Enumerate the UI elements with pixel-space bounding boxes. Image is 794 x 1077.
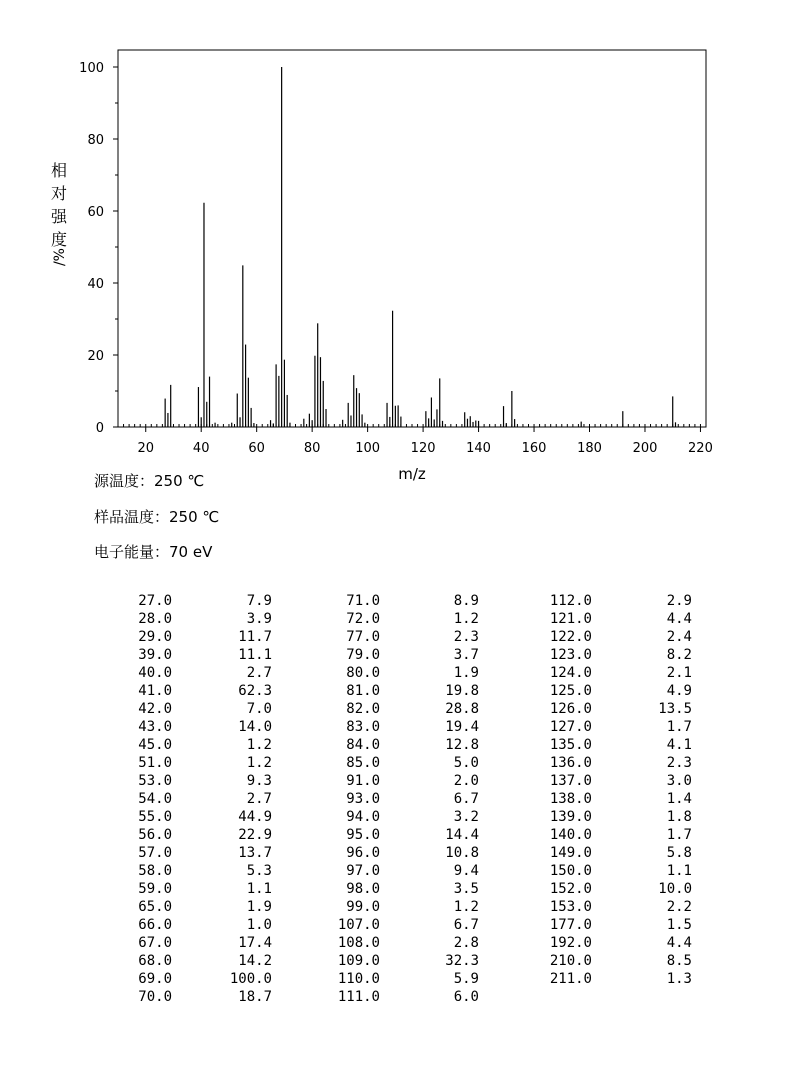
table-mz-cell: 43.0: [138, 719, 172, 735]
table-mz-cell: 137.0: [549, 773, 592, 789]
table-intensity-cell: 44.9: [238, 809, 272, 825]
table-intensity-cell: 1.5: [666, 917, 692, 933]
table-mz-cell: 112.0: [549, 593, 592, 609]
table-mz-cell: 29.0: [138, 629, 172, 645]
table-mz-cell: 72.0: [346, 611, 380, 627]
table-mz-cell: 55.0: [138, 809, 172, 825]
table-intensity-cell: 1.2: [453, 899, 479, 915]
table-mz-cell: 85.0: [346, 755, 380, 771]
table-intensity-cell: 1.3: [666, 971, 692, 987]
table-intensity-cell: 1.4: [666, 791, 692, 807]
table-mz-cell: 152.0: [549, 881, 592, 897]
y-axis-label-unit: /%: [52, 248, 68, 267]
table-intensity-cell: 1.1: [246, 881, 272, 897]
table-mz-cell: 91.0: [346, 773, 380, 789]
table-intensity-cell: 18.7: [238, 989, 272, 1005]
x-tick-label: 60: [248, 441, 265, 456]
table-intensity-cell: 13.7: [238, 845, 272, 861]
table-mz-cell: 82.0: [346, 701, 380, 717]
table-mz-cell: 93.0: [346, 791, 380, 807]
table-intensity-cell: 7.0: [246, 701, 272, 717]
table-intensity-cell: 11.7: [238, 629, 272, 645]
table-mz-cell: 69.0: [138, 971, 172, 987]
table-mz-cell: 139.0: [549, 809, 592, 825]
table-intensity-cell: 5.9: [453, 971, 479, 987]
table-intensity-cell: 2.0: [453, 773, 479, 789]
y-axis: [79, 61, 118, 436]
table-intensity-cell: 4.9: [666, 683, 692, 699]
x-tick-label: 120: [410, 441, 436, 456]
sample-temperature: 样品温度：250 ℃: [94, 508, 220, 526]
table-mz-cell: 94.0: [346, 809, 380, 825]
y-axis-label-char: 度: [50, 230, 68, 249]
table-mz-cell: 211.0: [549, 971, 592, 987]
table-mz-cell: 149.0: [549, 845, 592, 861]
table-mz-cell: 177.0: [549, 917, 592, 933]
y-axis-label: [51, 161, 68, 266]
table-intensity-cell: 1.7: [666, 719, 692, 735]
table-mz-cell: 67.0: [138, 935, 172, 951]
y-tick-label: 0: [95, 421, 104, 436]
table-mz-cell: 77.0: [346, 629, 380, 645]
table-mz-cell: 80.0: [346, 665, 380, 681]
x-tick-label: 80: [303, 441, 321, 456]
table-mz-cell: 107.0: [337, 917, 380, 933]
table-intensity-cell: 6.7: [453, 791, 479, 807]
source-temperature: 源温度：250 ℃: [94, 472, 205, 490]
table-intensity-cell: 1.8: [666, 809, 692, 825]
x-axis: [137, 427, 712, 456]
table-mz-cell: 192.0: [549, 935, 592, 951]
table-intensity-cell: 14.0: [238, 719, 272, 735]
table-intensity-cell: 4.1: [666, 737, 692, 753]
table-mz-cell: 42.0: [138, 701, 172, 717]
table-intensity-cell: 1.9: [453, 665, 479, 681]
table-intensity-cell: 2.7: [246, 791, 272, 807]
table-intensity-cell: 6.7: [453, 917, 479, 933]
table-intensity-cell: 1.0: [246, 917, 272, 933]
table-mz-cell: 28.0: [138, 611, 172, 627]
x-axis-label: m/z: [398, 465, 426, 483]
table-intensity-cell: 10.0: [658, 881, 692, 897]
x-tick-label: 220: [688, 441, 713, 456]
x-tick-label: 180: [577, 441, 602, 456]
table-mz-cell: 126.0: [549, 701, 592, 717]
table-intensity-cell: 5.8: [666, 845, 692, 861]
table-mz-cell: 71.0: [346, 593, 380, 609]
table-intensity-cell: 2.9: [666, 593, 692, 609]
table-intensity-cell: 14.2: [238, 953, 272, 969]
table-intensity-cell: 22.9: [238, 827, 272, 843]
table-mz-cell: 109.0: [337, 953, 380, 969]
table-mz-cell: 96.0: [346, 845, 380, 861]
table-intensity-cell: 6.0: [453, 989, 479, 1005]
table-intensity-cell: 4.4: [666, 935, 692, 951]
table-mz-cell: 99.0: [346, 899, 380, 915]
table-mz-cell: 150.0: [549, 863, 592, 879]
table-mz-cell: 68.0: [138, 953, 172, 969]
table-mz-cell: 27.0: [138, 593, 172, 609]
table-mz-cell: 40.0: [138, 665, 172, 681]
table-mz-cell: 123.0: [549, 647, 592, 663]
table-mz-cell: 125.0: [549, 683, 592, 699]
table-mz-cell: 83.0: [346, 719, 380, 735]
table-intensity-cell: 3.0: [666, 773, 692, 789]
y-tick-label: 100: [79, 61, 104, 76]
table-mz-cell: 136.0: [549, 755, 592, 771]
table-intensity-cell: 2.3: [666, 755, 692, 771]
y-tick-label: 40: [87, 277, 104, 292]
table-intensity-cell: 1.2: [246, 755, 272, 771]
table-mz-cell: 66.0: [138, 917, 172, 933]
table-mz-cell: 121.0: [549, 611, 592, 627]
table-mz-cell: 84.0: [346, 737, 380, 753]
table-mz-cell: 57.0: [138, 845, 172, 861]
x-tick-label: 200: [632, 441, 658, 456]
table-mz-cell: 153.0: [549, 899, 592, 915]
table-mz-cell: 70.0: [138, 989, 172, 1005]
y-tick-label: 80: [87, 133, 104, 148]
table-mz-cell: 122.0: [549, 629, 592, 645]
table-intensity-cell: 2.7: [246, 665, 272, 681]
table-mz-cell: 138.0: [549, 791, 592, 807]
table-intensity-cell: 2.4: [666, 629, 692, 645]
table-intensity-cell: 28.8: [445, 701, 479, 717]
table-mz-cell: 65.0: [138, 899, 172, 915]
x-tick-label: 40: [192, 441, 210, 456]
table-mz-cell: 124.0: [549, 665, 592, 681]
y-tick-label: 20: [87, 349, 104, 364]
y-axis-label-char: 强: [50, 207, 68, 226]
table-mz-cell: 79.0: [346, 647, 380, 663]
plot-frame: [118, 50, 706, 427]
table-mz-cell: 45.0: [138, 737, 172, 753]
table-intensity-cell: 8.9: [453, 593, 479, 609]
table-intensity-cell: 8.5: [666, 953, 692, 969]
table-intensity-cell: 2.1: [666, 665, 692, 681]
table-intensity-cell: 1.7: [666, 827, 692, 843]
peak-table: [0, 592, 794, 1012]
table-mz-cell: 51.0: [138, 755, 172, 771]
table-intensity-cell: 5.3: [246, 863, 272, 879]
table-mz-cell: 127.0: [549, 719, 592, 735]
table-mz-cell: 54.0: [138, 791, 172, 807]
table-mz-cell: 108.0: [337, 935, 380, 951]
y-axis-label-char: 相: [50, 161, 68, 180]
x-tick-label: 20: [137, 441, 155, 456]
table-intensity-cell: 19.8: [445, 683, 479, 699]
table-intensity-cell: 3.5: [453, 881, 479, 897]
table-mz-cell: 140.0: [549, 827, 592, 843]
table-intensity-cell: 9.4: [453, 863, 479, 879]
table-intensity-cell: 19.4: [445, 719, 479, 735]
table-intensity-cell: 11.1: [238, 647, 272, 663]
table-intensity-cell: 2.8: [453, 935, 479, 951]
table-mz-cell: 39.0: [138, 647, 172, 663]
table-mz-cell: 41.0: [138, 683, 172, 699]
table-mz-cell: 56.0: [138, 827, 172, 843]
table-intensity-cell: 100.0: [229, 971, 272, 987]
table-intensity-cell: 14.4: [445, 827, 479, 843]
table-intensity-cell: 5.0: [453, 755, 479, 771]
x-tick-label: 160: [521, 441, 547, 456]
table-intensity-cell: 2.2: [666, 899, 692, 915]
table-intensity-cell: 62.3: [238, 683, 272, 699]
table-mz-cell: 97.0: [346, 863, 380, 879]
table-mz-cell: 98.0: [346, 881, 380, 897]
table-intensity-cell: 8.2: [666, 647, 692, 663]
table-mz-cell: 58.0: [138, 863, 172, 879]
table-intensity-cell: 13.5: [658, 701, 692, 717]
table-intensity-cell: 2.3: [453, 629, 479, 645]
table-intensity-cell: 4.4: [666, 611, 692, 627]
x-tick-label: 140: [466, 441, 491, 456]
electron-energy: 电子能量：70 eV: [94, 543, 213, 561]
table-mz-cell: 111.0: [337, 989, 380, 1005]
table-intensity-cell: 1.1: [666, 863, 692, 879]
table-mz-cell: 59.0: [138, 881, 172, 897]
table-mz-cell: 53.0: [138, 773, 172, 789]
y-tick-label: 60: [87, 205, 104, 220]
table-intensity-cell: 12.8: [445, 737, 479, 753]
x-tick-label: 100: [355, 441, 381, 456]
table-mz-cell: 110.0: [337, 971, 380, 987]
table-intensity-cell: 9.3: [246, 773, 272, 789]
table-intensity-cell: 1.9: [246, 899, 272, 915]
table-intensity-cell: 7.9: [246, 593, 272, 609]
table-intensity-cell: 17.4: [238, 935, 272, 951]
y-axis-label-char: 对: [50, 184, 68, 203]
table-intensity-cell: 1.2: [453, 611, 479, 627]
table-mz-cell: 210.0: [549, 953, 592, 969]
table-mz-cell: 95.0: [346, 827, 380, 843]
table-mz-cell: 81.0: [346, 683, 380, 699]
table-intensity-cell: 32.3: [445, 953, 479, 969]
table-intensity-cell: 1.2: [246, 737, 272, 753]
table-intensity-cell: 3.9: [246, 611, 272, 627]
table-intensity-cell: 3.2: [453, 809, 479, 825]
table-intensity-cell: 3.7: [453, 647, 479, 663]
table-intensity-cell: 10.8: [445, 845, 479, 861]
spectrum-bars: [165, 67, 675, 427]
table-mz-cell: 135.0: [549, 737, 592, 753]
